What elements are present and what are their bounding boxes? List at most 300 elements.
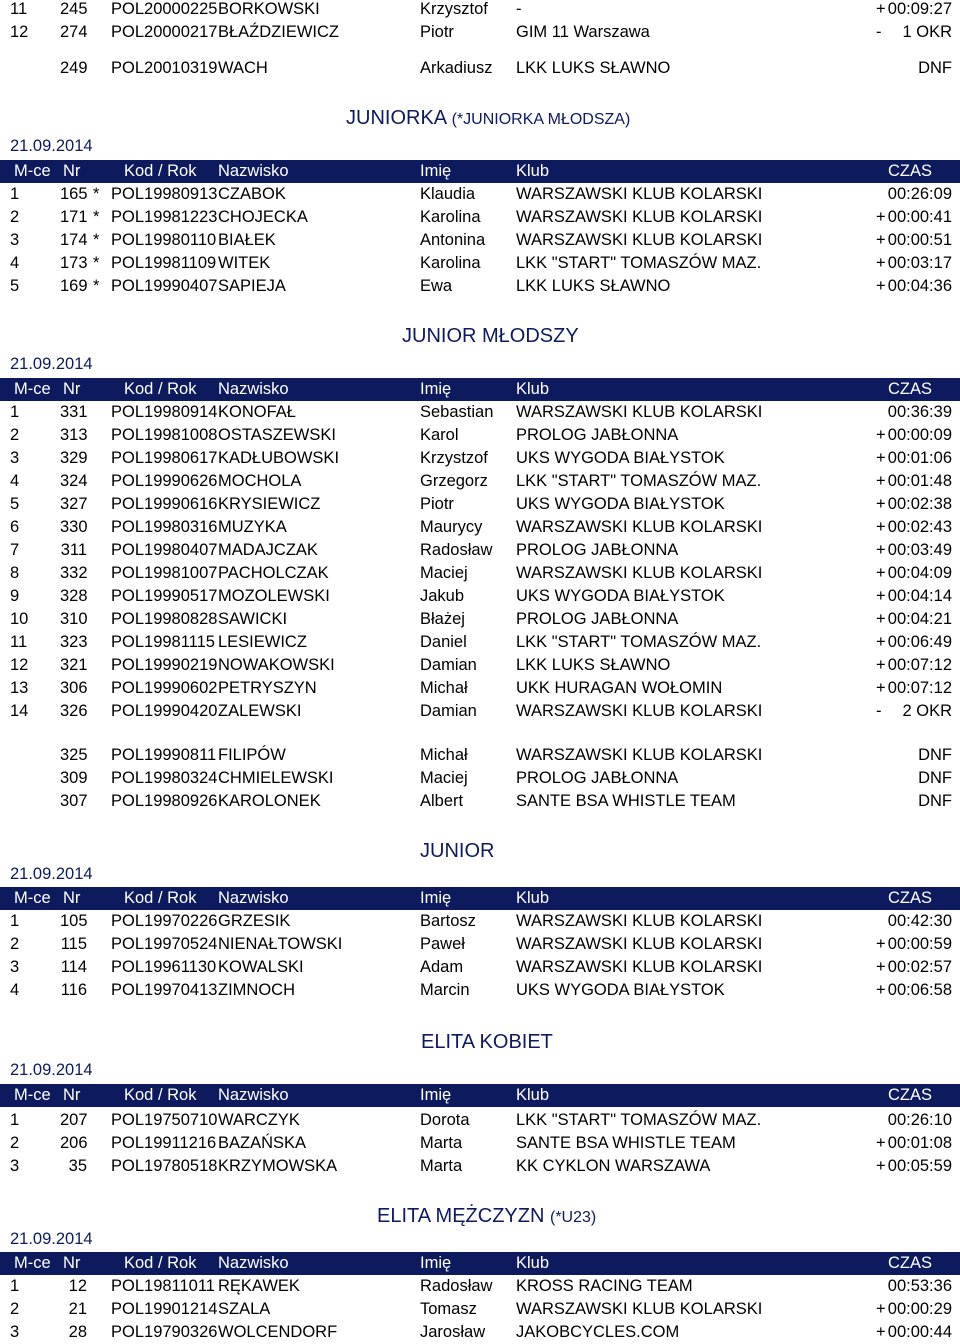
first-name-cell: Arkadiusz: [420, 59, 493, 77]
bib-number-cell: 306: [60, 679, 88, 697]
first-name-cell: Grzegorz: [420, 472, 488, 490]
first-name-cell: Bartosz: [420, 912, 476, 930]
bib-number-cell: 311: [60, 541, 87, 559]
surname-cell: CHMIELEWSKI: [218, 769, 334, 787]
table-header: [0, 378, 960, 401]
first-name-cell: Antonina: [420, 231, 486, 249]
header-mce: M-ce: [14, 380, 51, 398]
time-cell: 00:26:09: [887, 185, 952, 203]
first-name-cell: Damian: [420, 702, 477, 720]
first-name-cell: Karolina: [420, 208, 481, 226]
position-cell: 11: [10, 633, 28, 651]
surname-cell: WITEK: [218, 254, 271, 272]
first-name-cell: Maciej: [420, 769, 468, 787]
section-title-main: JUNIOR MŁODSZY: [402, 325, 579, 347]
position-cell: 7: [10, 541, 20, 559]
license-code-cell: POL19970226: [111, 912, 218, 930]
bib-number-cell: 105: [60, 912, 88, 930]
bib-number-cell: 325: [60, 746, 88, 764]
surname-cell: OSTASZEWSKI: [218, 426, 336, 444]
bib-number-cell: 165: [60, 185, 88, 203]
time-sign-cell: +: [876, 1300, 886, 1318]
position-cell: 2: [10, 935, 20, 953]
time-cell: DNF: [918, 746, 952, 764]
first-name-cell: Radosław: [420, 541, 493, 559]
time-cell: DNF: [918, 769, 952, 787]
result-row: [0, 183, 960, 206]
bib-number-cell: 330: [60, 518, 88, 536]
bib-number-cell: 174: [60, 231, 88, 249]
first-name-cell: Radosław: [420, 1277, 493, 1295]
license-code-cell: POL19980407: [111, 541, 218, 559]
position-cell: 1: [10, 1277, 20, 1295]
header-imie: Imię: [420, 380, 452, 398]
result-row: [0, 608, 960, 631]
bib-number-cell: 310: [60, 610, 88, 628]
section-title: [421, 1030, 553, 1054]
club-cell: PROLOG JABŁONNA: [516, 769, 679, 787]
bib-number-cell: 323: [60, 633, 88, 651]
club-cell: UKS WYGODA BIAŁYSTOK: [516, 981, 725, 999]
time-sign-cell: +: [876, 0, 886, 18]
surname-cell: LESIEWICZ: [218, 633, 307, 651]
bib-number-cell: 332: [60, 564, 88, 582]
time-cell: 00:09:27: [887, 0, 952, 18]
position-cell: 5: [10, 277, 20, 295]
license-code-cell: POL19990219: [111, 656, 218, 674]
result-row: [0, 21, 960, 44]
section-date: 21.09.2014: [10, 355, 93, 373]
club-cell: PROLOG JABŁONNA: [516, 541, 679, 559]
time-cell: 00:02:43: [887, 518, 952, 536]
bib-number-cell: 313: [60, 426, 88, 444]
header-klub: Klub: [516, 889, 550, 907]
section-title-main: JUNIOR: [420, 840, 495, 862]
position-cell: 10: [10, 610, 29, 628]
first-name-cell: Krzysztof: [420, 0, 488, 18]
section-date: 21.09.2014: [10, 1230, 93, 1248]
license-code-cell: POL19981007: [111, 564, 218, 582]
club-cell: WARSZAWSKI KLUB KOLARSKI: [516, 403, 763, 421]
result-row: [0, 585, 960, 608]
time-sign-cell: +: [876, 1157, 886, 1175]
result-row: [0, 562, 960, 585]
section-title-main: JUNIORKA: [346, 107, 447, 129]
bib-number-cell: 206: [60, 1134, 88, 1152]
header-czas: CZAS: [887, 162, 932, 180]
time-cell: 00:04:36: [887, 277, 952, 295]
license-code-cell: POL19980316: [111, 518, 218, 536]
club-cell: WARSZAWSKI KLUB KOLARSKI: [516, 564, 763, 582]
first-name-cell: Jarosław: [420, 1323, 486, 1341]
first-name-cell: Marta: [420, 1157, 463, 1175]
bib-number-cell: 21: [68, 1300, 87, 1318]
time-cell: 00:07:12: [887, 656, 952, 674]
first-name-cell: Michał: [420, 746, 468, 764]
bib-number-cell: 327: [60, 495, 88, 513]
position-cell: 4: [10, 981, 20, 999]
header-nr: Nr: [63, 1086, 81, 1104]
time-sign-cell: +: [876, 449, 886, 467]
result-row: [0, 1109, 960, 1132]
section-title-main: ELITA KOBIET: [421, 1031, 553, 1053]
section-title-main: ELITA MĘŻCZYZN: [377, 1205, 545, 1227]
first-name-cell: Paweł: [420, 935, 465, 953]
section-subtitle: (*JUNIORKA MŁODSZA): [451, 111, 631, 128]
junior-marker-cell: *: [93, 185, 100, 203]
result-row: [0, 401, 960, 424]
first-name-cell: Jakub: [420, 587, 465, 605]
result-row: [0, 1155, 960, 1178]
header-mce: M-ce: [14, 1254, 51, 1272]
time-sign-cell: +: [876, 426, 886, 444]
position-cell: 3: [10, 958, 20, 976]
header-kod: Kod / Rok: [124, 1086, 197, 1104]
first-name-cell: Albert: [420, 792, 464, 810]
header-nr: Nr: [63, 1254, 81, 1272]
club-cell: LKK "START" TOMASZÓW MAZ.: [516, 1111, 762, 1129]
result-row: [0, 229, 960, 252]
section-date: 21.09.2014: [10, 137, 93, 155]
surname-cell: SZALA: [218, 1300, 271, 1318]
result-row: [0, 57, 960, 80]
first-name-cell: Karolina: [420, 254, 481, 272]
time-cell: 00:00:44: [887, 1323, 952, 1341]
header-mce: M-ce: [14, 889, 51, 907]
time-cell: 00:01:48: [887, 472, 952, 490]
position-cell: 1: [10, 185, 20, 203]
club-cell: SANTE BSA WHISTLE TEAM: [516, 792, 736, 810]
result-row: [0, 0, 960, 21]
license-code-cell: POL19990517: [111, 587, 218, 605]
club-cell: WARSZAWSKI KLUB KOLARSKI: [516, 1300, 763, 1318]
table-header: [0, 160, 960, 183]
time-sign-cell: +: [876, 541, 886, 559]
position-cell: 1: [10, 912, 20, 930]
license-code-cell: POL19990626: [111, 472, 218, 490]
bib-number-cell: 329: [60, 449, 88, 467]
result-row: [0, 767, 960, 790]
club-cell: UKS WYGODA BIAŁYSTOK: [516, 587, 725, 605]
surname-cell: MOZOLEWSKI: [218, 587, 330, 605]
header-czas: CZAS: [887, 1254, 932, 1272]
result-row: [0, 979, 960, 1002]
surname-cell: PACHOLCZAK: [218, 564, 329, 582]
result-row: [0, 744, 960, 767]
first-name-cell: Dorota: [420, 1111, 470, 1129]
time-cell: 00:04:21: [887, 610, 952, 628]
license-code-cell: POL20000217: [111, 23, 218, 41]
bib-number-cell: 171: [60, 208, 88, 226]
result-row: [0, 910, 960, 933]
position-cell: 2: [10, 1134, 20, 1152]
result-row: [0, 470, 960, 493]
surname-cell: MUZYKA: [218, 518, 287, 536]
license-code-cell: POL19981223: [111, 208, 218, 226]
junior-marker-cell: *: [93, 208, 100, 226]
first-name-cell: Piotr: [420, 495, 454, 513]
result-row: [0, 933, 960, 956]
header-kod: Kod / Rok: [124, 889, 197, 907]
club-cell: WARSZAWSKI KLUB KOLARSKI: [516, 958, 763, 976]
club-cell: LKK LUKS SŁAWNO: [516, 59, 671, 77]
time-cell: 00:36:39: [887, 403, 952, 421]
time-sign-cell: +: [876, 254, 886, 272]
section-date: 21.09.2014: [10, 865, 93, 883]
bib-number-cell: 321: [60, 656, 88, 674]
section-title: [346, 106, 630, 132]
first-name-cell: Maurycy: [420, 518, 483, 536]
time-cell: 00:07:12: [887, 679, 952, 697]
first-name-cell: Piotr: [420, 23, 454, 41]
surname-cell: MADAJCZAK: [218, 541, 318, 559]
header-nazwisko: Nazwisko: [218, 1086, 289, 1104]
section-subtitle: (*U23): [549, 1209, 597, 1226]
license-code-cell: POL19970413: [111, 981, 218, 999]
bib-number-cell: 207: [60, 1111, 88, 1129]
club-cell: WARSZAWSKI KLUB KOLARSKI: [516, 518, 763, 536]
time-sign-cell: +: [876, 633, 886, 651]
header-mce: M-ce: [14, 162, 51, 180]
license-code-cell: POL19750710: [111, 1111, 218, 1129]
header-mce: M-ce: [14, 1086, 51, 1104]
header-imie: Imię: [420, 889, 452, 907]
header-klub: Klub: [516, 1086, 550, 1104]
time-sign-cell: +: [876, 564, 886, 582]
header-nr: Nr: [63, 162, 81, 180]
surname-cell: SAWICKI: [218, 610, 288, 628]
table-header: [0, 887, 960, 910]
license-code-cell: POL19980926: [111, 792, 218, 810]
first-name-cell: Sebastian: [420, 403, 494, 421]
result-row: [0, 493, 960, 516]
time-sign-cell: +: [876, 610, 886, 628]
club-cell: SANTE BSA WHISTLE TEAM: [516, 1134, 736, 1152]
time-sign-cell: +: [876, 495, 886, 513]
bib-number-cell: 328: [60, 587, 88, 605]
surname-cell: CHOJECKA: [218, 208, 308, 226]
time-cell: 00:26:10: [887, 1111, 952, 1129]
first-name-cell: Ewa: [420, 277, 453, 295]
time-cell: 00:06:49: [887, 633, 952, 651]
surname-cell: KOWALSKI: [218, 958, 304, 976]
header-klub: Klub: [516, 162, 550, 180]
header-nazwisko: Nazwisko: [218, 889, 289, 907]
time-sign-cell: +: [876, 518, 886, 536]
time-cell: DNF: [918, 792, 952, 810]
bib-number-cell: 309: [60, 769, 88, 787]
first-name-cell: Damian: [420, 656, 477, 674]
license-code-cell: POL19961130: [111, 958, 217, 976]
surname-cell: WARCZYK: [218, 1111, 300, 1129]
time-sign-cell: +: [876, 1323, 886, 1341]
bib-number-cell: 274: [60, 23, 88, 41]
surname-cell: NOWAKOWSKI: [218, 656, 335, 674]
license-code-cell: POL19981115: [111, 633, 215, 651]
license-code-cell: POL20000225: [111, 0, 218, 18]
header-kod: Kod / Rok: [124, 1254, 197, 1272]
result-row: [0, 424, 960, 447]
header-kod: Kod / Rok: [124, 162, 197, 180]
time-sign-cell: +: [876, 679, 886, 697]
surname-cell: MOCHOLA: [218, 472, 302, 490]
first-name-cell: Marta: [420, 1134, 463, 1152]
time-cell: 00:03:49: [887, 541, 952, 559]
time-cell: 00:00:41: [887, 208, 952, 226]
position-cell: 2: [10, 426, 20, 444]
surname-cell: ZIMNOCH: [218, 981, 295, 999]
position-cell: 2: [10, 1300, 20, 1318]
header-nr: Nr: [63, 380, 81, 398]
position-cell: 8: [10, 564, 20, 582]
time-cell: 00:03:17: [887, 254, 952, 272]
header-nazwisko: Nazwisko: [218, 380, 289, 398]
time-cell: 00:00:09: [887, 426, 952, 444]
position-cell: 2: [10, 208, 20, 226]
time-cell: 00:01:08: [887, 1134, 952, 1152]
first-name-cell: Michał: [420, 679, 468, 697]
first-name-cell: Tomasz: [420, 1300, 477, 1318]
club-cell: LKK "START" TOMASZÓW MAZ.: [516, 633, 762, 651]
license-code-cell: POL19981008: [111, 426, 218, 444]
header-imie: Imię: [420, 1254, 452, 1272]
club-cell: UKS WYGODA BIAŁYSTOK: [516, 495, 725, 513]
bib-number-cell: 12: [68, 1277, 87, 1295]
license-code-cell: POL19780518: [111, 1157, 218, 1175]
position-cell: 12: [10, 23, 29, 41]
time-sign-cell: -: [876, 702, 882, 720]
result-row: [0, 1321, 960, 1344]
license-code-cell: POL20010319: [111, 59, 218, 77]
junior-marker-cell: *: [93, 254, 100, 272]
bib-number-cell: 114: [60, 958, 87, 976]
license-code-cell: POL19970524: [111, 935, 218, 953]
license-code-cell: POL19990811: [111, 746, 217, 764]
position-cell: 3: [10, 1157, 20, 1175]
time-cell: 00:04:09: [887, 564, 952, 582]
club-cell: PROLOG JABŁONNA: [516, 426, 679, 444]
license-code-cell: POL19990602: [111, 679, 218, 697]
time-sign-cell: +: [876, 277, 886, 295]
first-name-cell: Błażej: [420, 610, 465, 628]
header-czas: CZAS: [887, 1086, 932, 1104]
first-name-cell: Karol: [420, 426, 459, 444]
club-cell: WARSZAWSKI KLUB KOLARSKI: [516, 231, 763, 249]
club-cell: -: [516, 0, 522, 18]
header-nr: Nr: [63, 889, 81, 907]
time-cell: 1 OKR: [902, 23, 952, 41]
license-code-cell: POL19980828: [111, 610, 218, 628]
license-code-cell: POL19980324: [111, 769, 218, 787]
header-nazwisko: Nazwisko: [218, 162, 289, 180]
bib-number-cell: 307: [60, 792, 88, 810]
surname-cell: KAROLONEK: [218, 792, 321, 810]
result-row: [0, 1298, 960, 1321]
time-sign-cell: +: [876, 935, 886, 953]
time-cell: 00:02:38: [887, 495, 952, 513]
result-row: [0, 275, 960, 298]
license-code-cell: POL19980913: [111, 185, 218, 203]
header-kod: Kod / Rok: [124, 380, 197, 398]
surname-cell: RĘKAWEK: [218, 1277, 300, 1295]
license-code-cell: POL19980110: [111, 231, 217, 249]
time-cell: 00:01:06: [887, 449, 952, 467]
result-row: [0, 447, 960, 470]
header-klub: Klub: [516, 1254, 550, 1272]
club-cell: WARSZAWSKI KLUB KOLARSKI: [516, 702, 763, 720]
time-cell: 00:42:30: [887, 912, 952, 930]
header-klub: Klub: [516, 380, 550, 398]
time-cell: 00:02:57: [887, 958, 952, 976]
time-sign-cell: -: [876, 23, 882, 41]
club-cell: PROLOG JABŁONNA: [516, 610, 679, 628]
club-cell: LKK LUKS SŁAWNO: [516, 277, 671, 295]
license-code-cell: POL19990420: [111, 702, 218, 720]
table-header: [0, 1084, 960, 1107]
surname-cell: BIAŁEK: [218, 231, 276, 249]
club-cell: WARSZAWSKI KLUB KOLARSKI: [516, 208, 763, 226]
bib-number-cell: 116: [60, 981, 87, 999]
section-date: 21.09.2014: [10, 1061, 93, 1079]
time-cell: 2 OKR: [902, 702, 952, 720]
position-cell: 4: [10, 472, 20, 490]
surname-cell: PETRYSZYN: [218, 679, 317, 697]
first-name-cell: Klaudia: [420, 185, 476, 203]
section-title: [402, 324, 579, 348]
position-cell: 9: [10, 587, 20, 605]
time-cell: 00:00:59: [887, 935, 952, 953]
bib-number-cell: 245: [60, 0, 88, 18]
first-name-cell: Marcin: [420, 981, 470, 999]
time-sign-cell: +: [876, 981, 886, 999]
position-cell: 5: [10, 495, 20, 513]
license-code-cell: POL19990616: [111, 495, 218, 513]
license-code-cell: POL19911216: [111, 1134, 217, 1152]
club-cell: KK CYKLON WARSZAWA: [516, 1157, 711, 1175]
license-code-cell: POL19980914: [111, 403, 218, 421]
surname-cell: FILIPÓW: [218, 746, 286, 764]
club-cell: LKK "START" TOMASZÓW MAZ.: [516, 472, 762, 490]
license-code-cell: POL19901214: [111, 1300, 218, 1318]
position-cell: 1: [10, 1111, 20, 1129]
time-cell: 00:00:29: [887, 1300, 952, 1318]
club-cell: UKK HURAGAN WOŁOMIN: [516, 679, 723, 697]
bib-number-cell: 28: [68, 1323, 87, 1341]
result-row: [0, 654, 960, 677]
bib-number-cell: 115: [60, 935, 87, 953]
club-cell: WARSZAWSKI KLUB KOLARSKI: [516, 746, 763, 764]
surname-cell: SAPIEJA: [218, 277, 286, 295]
surname-cell: NIENAŁTOWSKI: [218, 935, 343, 953]
club-cell: LKK LUKS SŁAWNO: [516, 656, 671, 674]
result-row: [0, 252, 960, 275]
header-czas: CZAS: [887, 380, 932, 398]
license-code-cell: POL19990407: [111, 277, 218, 295]
header-czas: CZAS: [887, 889, 932, 907]
position-cell: 1: [10, 403, 20, 421]
position-cell: 14: [10, 702, 29, 720]
license-code-cell: POL19790326: [111, 1323, 218, 1341]
junior-marker-cell: *: [93, 231, 100, 249]
time-sign-cell: +: [876, 587, 886, 605]
bib-number-cell: 169: [60, 277, 88, 295]
license-code-cell: POL19981109: [111, 254, 217, 272]
time-sign-cell: +: [876, 958, 886, 976]
club-cell: LKK "START" TOMASZÓW MAZ.: [516, 254, 762, 272]
result-row: [0, 516, 960, 539]
first-name-cell: Daniel: [420, 633, 467, 651]
license-code-cell: POL19980617: [111, 449, 218, 467]
